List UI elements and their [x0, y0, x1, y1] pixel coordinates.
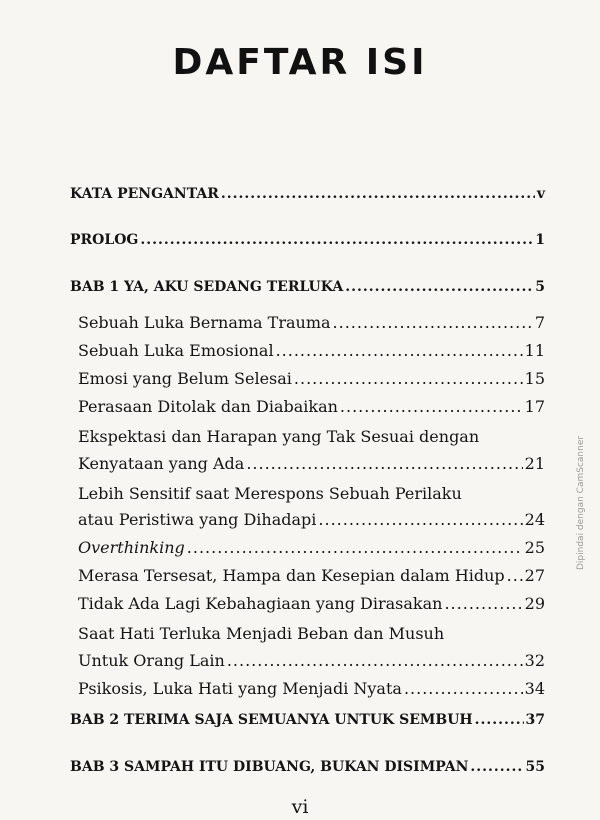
toc-entry-page: 5	[535, 279, 545, 295]
toc-entry-emosi[interactable]	[78, 369, 545, 388]
toc-entry-bab-3[interactable]	[70, 759, 545, 775]
toc-entry-tersesat[interactable]	[78, 566, 545, 585]
toc-entry-ditolak[interactable]	[78, 397, 545, 416]
leader-dots	[345, 279, 533, 295]
toc-entry-kata-pengantar[interactable]	[70, 186, 545, 202]
toc-entry-page: v	[536, 186, 545, 202]
toc-entry-title: BAB 1 YA, AKU SEDANG TERLUKA	[70, 279, 344, 295]
toc-entry-beban[interactable]	[78, 651, 545, 670]
leader-dots	[444, 594, 522, 613]
toc-entry-ekspektasi[interactable]	[78, 454, 545, 473]
toc-entry-line1[interactable]: Saat Hati Terluka Menjadi Beban dan Musuh	[78, 624, 445, 643]
toc-entry-line1[interactable]: Ekspektasi dan Harapan yang Tak Sesuai dengan	[78, 427, 480, 446]
toc-entry-prolog[interactable]	[70, 232, 545, 248]
toc-entry-title: Sebuah Luka Bernama Trauma	[78, 313, 331, 332]
toc-entry-page: 21	[524, 454, 545, 473]
leader-dots	[140, 232, 533, 248]
toc-entry-title: Overthinking	[78, 538, 185, 557]
leader-dots	[340, 397, 523, 416]
toc-entry-sensitif[interactable]	[78, 510, 545, 529]
leader-dots	[187, 538, 523, 557]
toc-entry-emosional[interactable]	[78, 341, 545, 360]
toc-entry-page: 29	[524, 594, 545, 613]
toc-entry-title: Perasaan Ditolak dan Diabaikan	[78, 397, 338, 416]
leader-dots	[276, 341, 523, 360]
toc-entry-title: KATA PENGANTAR	[70, 186, 219, 202]
toc-entry-page: 17	[524, 397, 545, 416]
toc-entry-title: Tidak Ada Lagi Kebahagiaan yang Dirasakan	[78, 594, 443, 613]
toc-entry-title: Untuk Orang Lain	[78, 651, 225, 670]
toc-entry-page: 32	[524, 651, 545, 670]
toc-entry-page: 7	[534, 313, 545, 332]
leader-dots	[294, 369, 523, 388]
toc-entry-title: BAB 3 SAMPAH ITU DIBUANG, BUKAN DISIMPAN	[70, 759, 469, 775]
toc-entry-title: Emosi yang Belum Selesai	[78, 369, 292, 388]
toc-entry-page: 27	[524, 566, 545, 585]
leader-dots	[227, 651, 523, 670]
page-number: vi	[291, 796, 309, 818]
toc-entry-page: 55	[525, 759, 545, 775]
toc-entry-page: 25	[524, 538, 545, 557]
leader-dots	[246, 454, 522, 473]
leader-dots	[507, 566, 523, 585]
toc-entry-bab-2[interactable]	[70, 712, 545, 728]
leader-dots	[333, 313, 533, 332]
toc-entry-title: BAB 2 TERIMA SAJA SEMUANYA UNTUK SEMBUH	[70, 712, 473, 728]
leader-dots	[475, 712, 524, 728]
leader-dots	[470, 759, 523, 775]
toc-entry-page: 15	[524, 369, 545, 388]
toc-entry-page: 24	[524, 510, 545, 529]
toc-entry-title: Merasa Tersesat, Hampa dan Kesepian dalam Hidup	[78, 566, 505, 585]
scanner-watermark: Dipindai dengan CamScanner	[576, 435, 586, 570]
toc-entry-trauma[interactable]	[78, 313, 545, 332]
toc-entry-page: 34	[524, 679, 545, 698]
toc-entry-line1[interactable]: Lebih Sensitif saat Merespons Sebuah Perilaku	[78, 484, 462, 503]
toc-entry-page: 1	[535, 232, 545, 248]
leader-dots	[404, 679, 523, 698]
toc-entry-psikosis[interactable]	[78, 679, 545, 698]
leader-dots	[221, 186, 535, 202]
toc-entry-title: Psikosis, Luka Hati yang Menjadi Nyata	[78, 679, 402, 698]
toc-entry-title: atau Peristiwa yang Dihadapi	[78, 510, 317, 529]
toc-entry-kebahagiaan[interactable]	[78, 594, 545, 613]
toc-entry-page: 37	[525, 712, 545, 728]
page-title: DAFTAR ISI	[172, 42, 428, 83]
toc-entry-page: 11	[524, 341, 545, 360]
toc-entry-bab-1[interactable]	[70, 279, 545, 295]
toc-entry-title: Sebuah Luka Emosional	[78, 341, 274, 360]
leader-dots	[318, 510, 522, 529]
toc-entry-title: Kenyataan yang Ada	[78, 454, 245, 473]
toc-entry-overthinking[interactable]	[78, 538, 545, 557]
toc-entry-title: PROLOG	[70, 232, 139, 248]
